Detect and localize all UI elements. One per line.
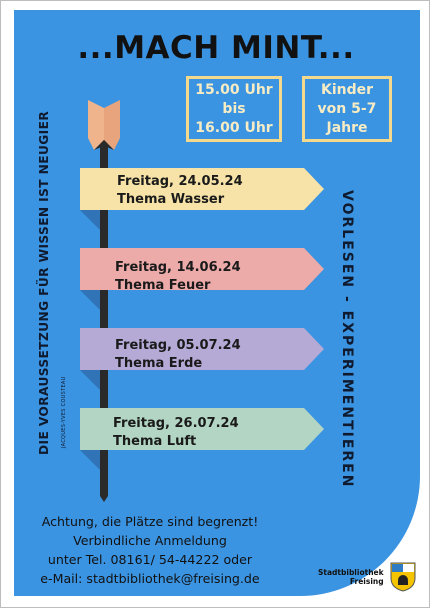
event-1-date: Freitag, 24.05.24	[117, 174, 243, 189]
logo-line-1: Stadtbibliothek	[318, 568, 384, 577]
library-logo	[318, 562, 416, 592]
event-1	[117, 173, 243, 209]
event-4-date: Freitag, 26.07.24	[113, 416, 239, 431]
side-quote-credit: JACQUES-YVES COUSTEAU	[61, 376, 67, 448]
footer-line-2: Verbindliche Anmeldung	[73, 533, 227, 548]
event-4	[113, 415, 239, 451]
side-quote: DIE VORAUSSETZUNG FÜR WISSEN IST NEUGIER	[37, 110, 51, 455]
page-title: ...MACH MINT...	[77, 30, 355, 66]
event-2	[115, 259, 241, 295]
time-line-1: 15.00 Uhr	[195, 81, 273, 98]
footer-line-3: unter Tel. 08161/ 54-44222 oder	[47, 552, 253, 567]
age-line-3: Jahre	[326, 119, 368, 136]
age-line-1: Kinder	[320, 81, 374, 98]
coat-of-arms-icon	[390, 562, 416, 592]
pole-tip	[100, 496, 108, 502]
footer-line-4: e-Mail: stadtbibliothek@freising.de	[40, 571, 260, 586]
event-3	[115, 337, 241, 373]
event-2-theme: Thema Feuer	[115, 278, 211, 293]
footer-line-1: Achtung, die Plätze sind begrenzt!	[41, 514, 259, 529]
side-tagline: VORLESEN - EXPERIMENTIEREN	[339, 190, 355, 489]
logo-line-2: Freising	[349, 577, 384, 586]
event-1-theme: Thema Wasser	[117, 192, 225, 207]
footer-info	[0, 512, 300, 588]
age-line-2: von 5-7	[317, 100, 377, 117]
time-line-3: 16.00 Uhr	[195, 119, 273, 136]
event-2-date: Freitag, 14.06.24	[115, 260, 241, 275]
event-3-date: Freitag, 05.07.24	[115, 338, 241, 353]
event-3-theme: Thema Erde	[115, 356, 203, 371]
event-4-theme: Thema Luft	[113, 434, 197, 449]
time-line-2: bis	[222, 100, 246, 117]
